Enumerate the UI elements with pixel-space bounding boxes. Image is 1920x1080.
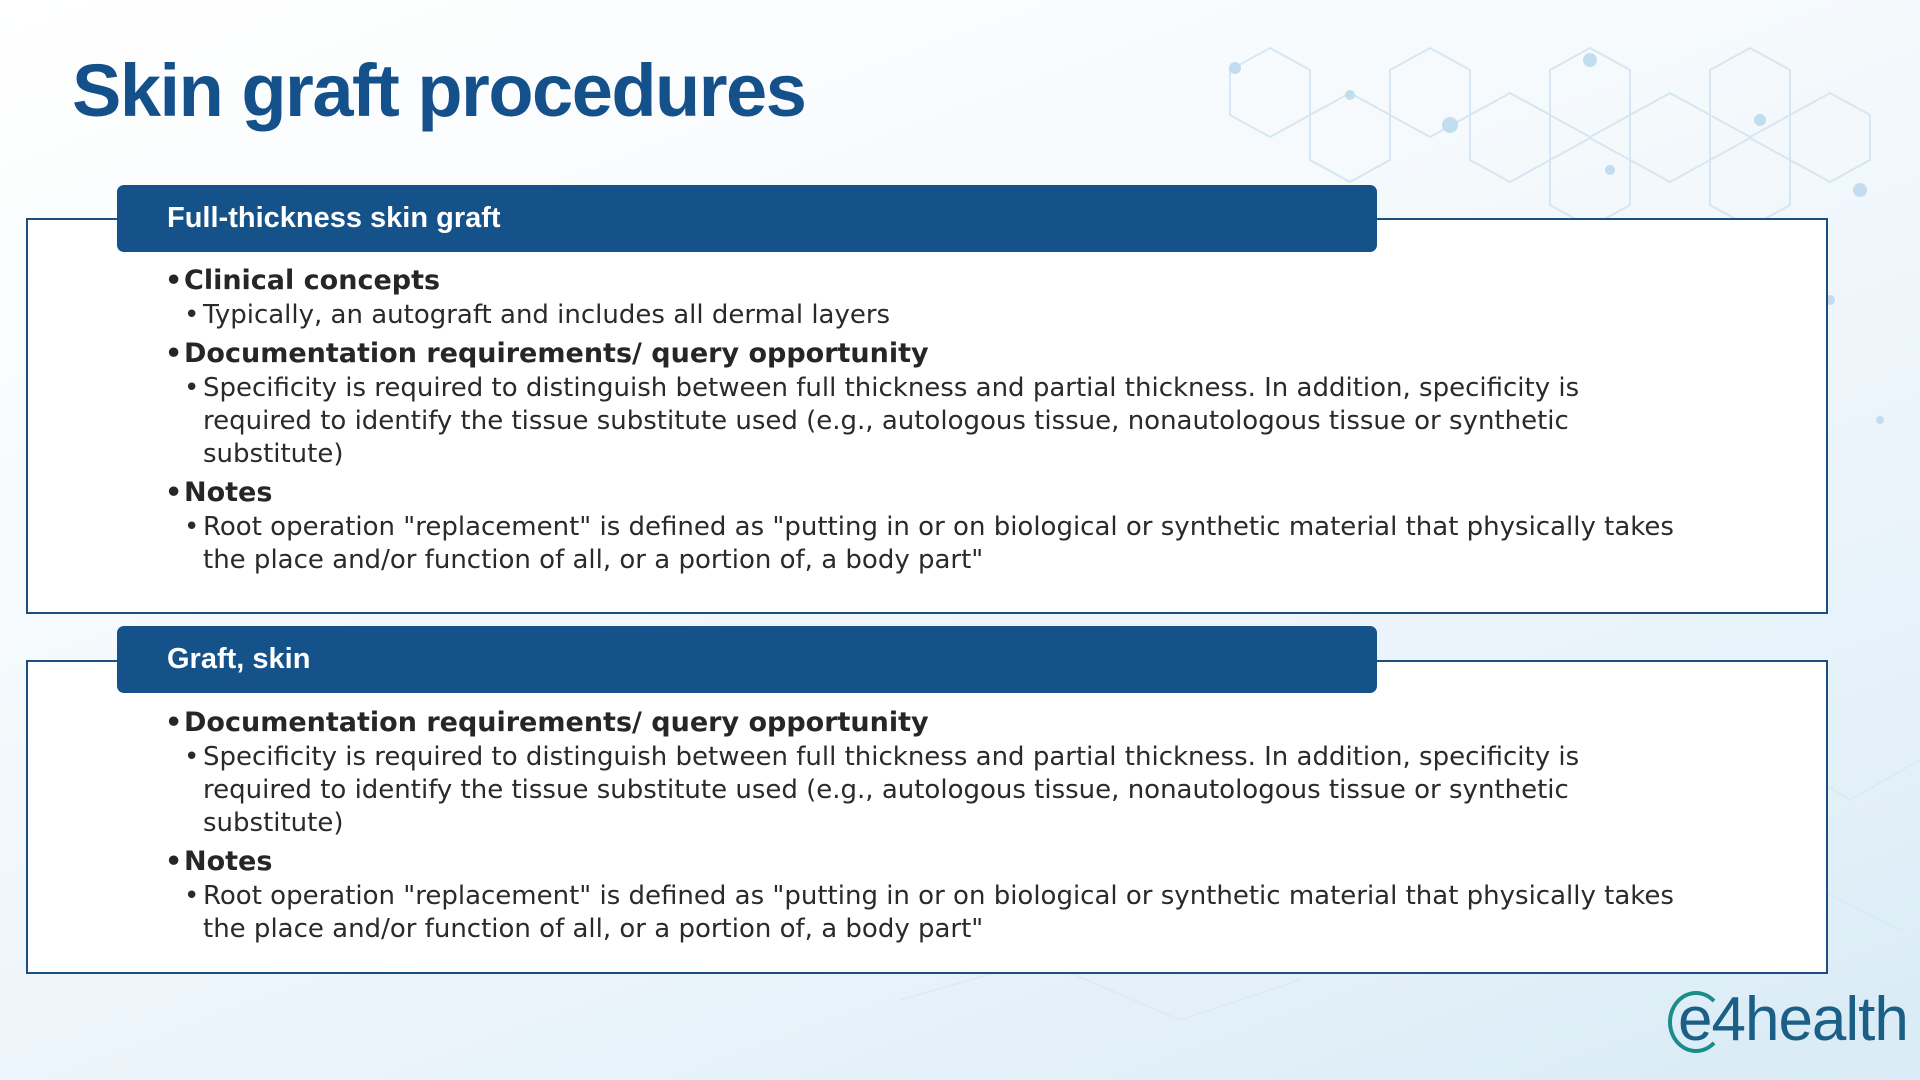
- section-header-full-thickness: Full-thickness skin graft: [117, 185, 1377, 252]
- bullet-heading: • Notes: [165, 843, 1685, 880]
- bullet-heading: • Documentation requirements/ query opportunity: [165, 704, 1685, 741]
- bullet-dot-icon: •: [184, 742, 200, 772]
- bullet-subitem: • Specificity is required to distinguish between full thickness and partial thickness. In addition, specificity is required to identify the tissue substitute used (e.g., autologous tissue, nonautologous tissue or synthetic substitute): [184, 742, 1580, 838]
- bullet-dot-icon: •: [165, 265, 183, 296]
- bullet-dot-icon: •: [165, 338, 183, 369]
- bullet-heading: • Documentation requirements/ query opportunity: [165, 335, 1685, 372]
- bullet-subitem: • Root operation "replacement" is defined as "putting in or on biological or synthetic material that physically takes the place and/or function of all, or a portion of, a body part": [184, 512, 1674, 575]
- bullet-subitem: • Typically, an autograft and includes all dermal layers: [184, 300, 891, 330]
- bullet-heading: • Notes: [165, 474, 1685, 511]
- bullet-dot-icon: •: [165, 707, 183, 738]
- section-content-graft-skin: [165, 704, 1685, 946]
- e4health-logo: [1668, 985, 1908, 1065]
- section-header-graft-skin: Graft, skin: [117, 626, 1377, 693]
- bullet-dot-icon: •: [184, 373, 200, 403]
- bullet-dot-icon: •: [184, 512, 200, 542]
- bullet-subitem: • Root operation "replacement" is defined as "putting in or on biological or synthetic material that physically takes the place and/or function of all, or a portion of, a body part": [184, 881, 1674, 944]
- logo-text: e4health: [1678, 985, 1908, 1054]
- bullet-dot-icon: •: [184, 881, 200, 911]
- bullet-dot-icon: •: [165, 477, 183, 508]
- bullet-dot-icon: •: [165, 846, 183, 877]
- bullet-heading: • Clinical concepts: [165, 262, 1685, 299]
- section-content-full-thickness: [165, 262, 1685, 577]
- slide-title: Skin graft procedures: [72, 49, 806, 132]
- bullet-dot-icon: •: [184, 300, 200, 330]
- bullet-subitem: • Specificity is required to distinguish between full thickness and partial thickness. In addition, specificity is required to identify the tissue substitute used (e.g., autologous tissue, nonautologous tissue or synthetic substitute): [184, 373, 1580, 469]
